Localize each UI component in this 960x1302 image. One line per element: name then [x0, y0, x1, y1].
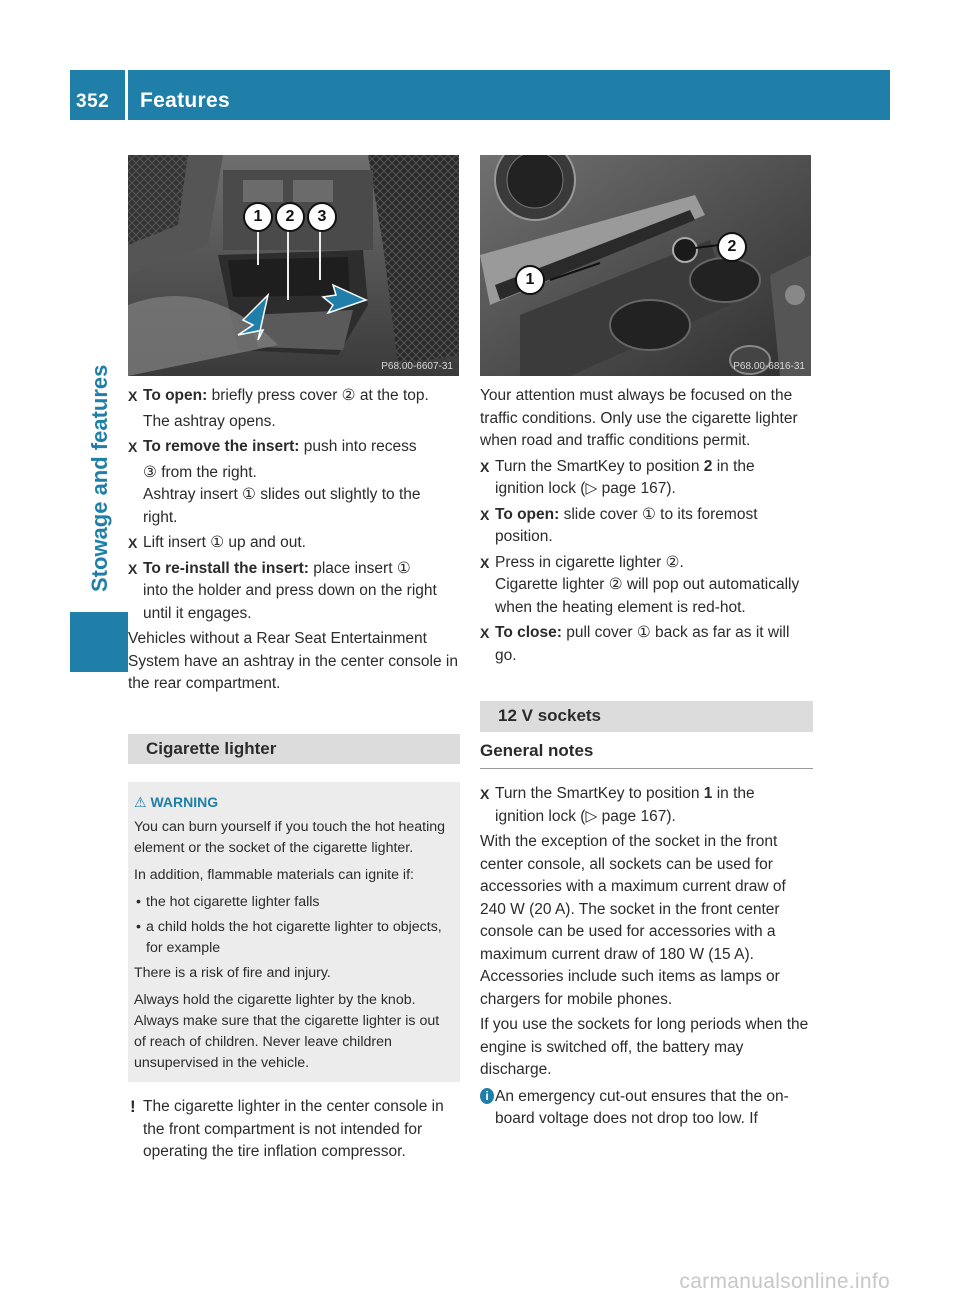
- warning-text: You can burn yourself if you touch the hot heating element or the socket of the cigarette lighter.: [134, 819, 446, 856]
- step-result: Cigarette lighter ② will pop out automatically when the heating element is red-hot.: [495, 576, 800, 616]
- step-text: position.: [495, 528, 553, 545]
- step-arrow-icon: X: [128, 388, 138, 404]
- instruction-step: [480, 783, 813, 806]
- ashtray-illustration: [128, 155, 459, 376]
- step-label: To open:: [143, 387, 208, 404]
- section-heading: Cigarette lighter: [128, 734, 460, 765]
- warning-box: [128, 782, 460, 1082]
- step-text: go.: [495, 646, 517, 664]
- ashtray-photo: [128, 155, 459, 376]
- caution-note: [128, 1096, 460, 1164]
- warning-bullet: • the hot cigarette lighter falls: [134, 892, 452, 913]
- warning-title-text: WARNING: [150, 794, 219, 810]
- step-text: in the: [712, 785, 755, 802]
- step-text: Press in cigarette lighter ②.: [495, 553, 684, 571]
- callout-1: 1: [515, 265, 545, 295]
- exclamation-icon: !: [130, 1097, 136, 1116]
- watermark[interactable]: carmanualsonline.info: [679, 1270, 890, 1293]
- warning-text: Always hold the cigarette lighter by the knob. Always make sure that the cigarette lighter is out of reach of children. Never leave children unsupervised in the vehicle.: [134, 992, 440, 1071]
- step-arrow-icon: X: [480, 625, 490, 641]
- paragraph: If you use the sockets for long periods when the engine is switched off, the battery may discharge.: [480, 1016, 809, 1078]
- callout-3: 3: [307, 202, 337, 232]
- step-result: The ashtray opens.: [143, 412, 276, 430]
- step-text: briefly press cover ② at the top.: [207, 387, 429, 404]
- chapter-tab-label: Stowage and features: [87, 364, 112, 592]
- callout-1: 1: [243, 202, 273, 232]
- position-value: 1: [703, 785, 713, 802]
- section-title: Features: [140, 89, 230, 112]
- step-arrow-icon: X: [128, 535, 138, 551]
- paragraph: With the exception of the socket in the front center console, all sockets can be used for accessories with a maximum current draw of 240 W (20 A). The socket in the front center console can be used for accessories with a maximum current draw of 180 W (15 A). Accessories include such items as lamps or chargers for mobile phones.: [480, 833, 786, 1008]
- page-reference[interactable]: ignition lock (▷ page 167).: [495, 480, 676, 497]
- step-arrow-icon: X: [128, 439, 138, 455]
- warning-triangle-icon: ⚠: [134, 794, 147, 810]
- warning-bullet: • a child holds the hot cigarette lighter to objects, for example: [134, 917, 452, 959]
- step-label: To close:: [495, 624, 562, 641]
- instruction-step: [128, 558, 460, 581]
- instruction-step: [128, 532, 460, 555]
- step-arrow-icon: X: [480, 554, 490, 571]
- step-text: Turn the SmartKey to position: [495, 785, 704, 802]
- info-text: An emergency cut-out ensures that the on-board voltage does not drop too low. If: [495, 1087, 789, 1127]
- step-label: To open:: [495, 505, 560, 523]
- step-arrow-icon: X: [128, 560, 138, 577]
- instruction-step: [128, 436, 460, 459]
- instruction-step: [480, 504, 813, 527]
- page-reference[interactable]: ignition lock (▷ page 167).: [495, 807, 676, 825]
- callout-2: 2: [717, 232, 747, 262]
- step-text: push into recess: [299, 438, 417, 455]
- note-text: The cigarette lighter in the center console in the front compartment is not intended for operating the tire inflation compressor.: [143, 1098, 444, 1160]
- info-icon: i: [480, 1088, 494, 1104]
- step-text: Turn the SmartKey to position: [495, 457, 704, 475]
- sub-heading: General notes: [480, 740, 813, 770]
- section-heading: 12 V sockets: [480, 701, 813, 732]
- step-label: To re-install the insert:: [143, 559, 309, 577]
- position-value: 2: [703, 457, 713, 475]
- step-arrow-icon: X: [480, 458, 490, 475]
- warning-text: In addition, flammable materials can ignite if:: [134, 867, 414, 883]
- header-divider: [125, 70, 128, 120]
- cigarette-lighter-photo: [480, 155, 811, 376]
- step-arrow-icon: X: [480, 506, 490, 523]
- step-text: slide cover ① to its foremost: [559, 505, 758, 523]
- paragraph: Vehicles without a Rear Seat Entertainment System have an ashtray in the center console in the rear compartment.: [128, 630, 458, 692]
- left-column: [128, 385, 460, 1164]
- info-note: [480, 1086, 813, 1131]
- page-number: 352: [76, 91, 110, 112]
- instruction-step: [128, 385, 460, 408]
- figure-code: P68.00-6607-31: [381, 361, 453, 372]
- step-text: Ashtray insert ① slides out slightly to the: [143, 486, 421, 503]
- step-arrow-icon: X: [480, 786, 490, 802]
- chapter-tab-marker: [70, 612, 128, 672]
- paragraph: Your attention must always be focused on the traffic conditions. Only use the cigarette lighter when road and traffic conditions permit.: [480, 387, 798, 449]
- step-text: place insert ①: [308, 559, 411, 577]
- figure-code: P68.00-6816-31: [733, 361, 805, 372]
- step-text: right.: [143, 508, 178, 526]
- step-text: in the: [712, 457, 755, 475]
- instruction-step: [480, 456, 813, 479]
- step-text: into the holder and press down on the right until it engages.: [143, 582, 437, 622]
- step-text: pull cover ① back as far as it will: [561, 624, 790, 641]
- step-label: To remove the insert:: [143, 438, 300, 455]
- step-text: Lift insert ① up and out.: [143, 534, 306, 551]
- warning-text: There is a risk of fire and injury.: [134, 965, 331, 981]
- instruction-step: [480, 622, 813, 645]
- step-text: ③ from the right.: [143, 463, 257, 481]
- warning-title: [134, 792, 452, 813]
- instruction-step: [480, 552, 813, 575]
- callout-2: 2: [275, 202, 305, 232]
- right-column: [480, 385, 813, 1131]
